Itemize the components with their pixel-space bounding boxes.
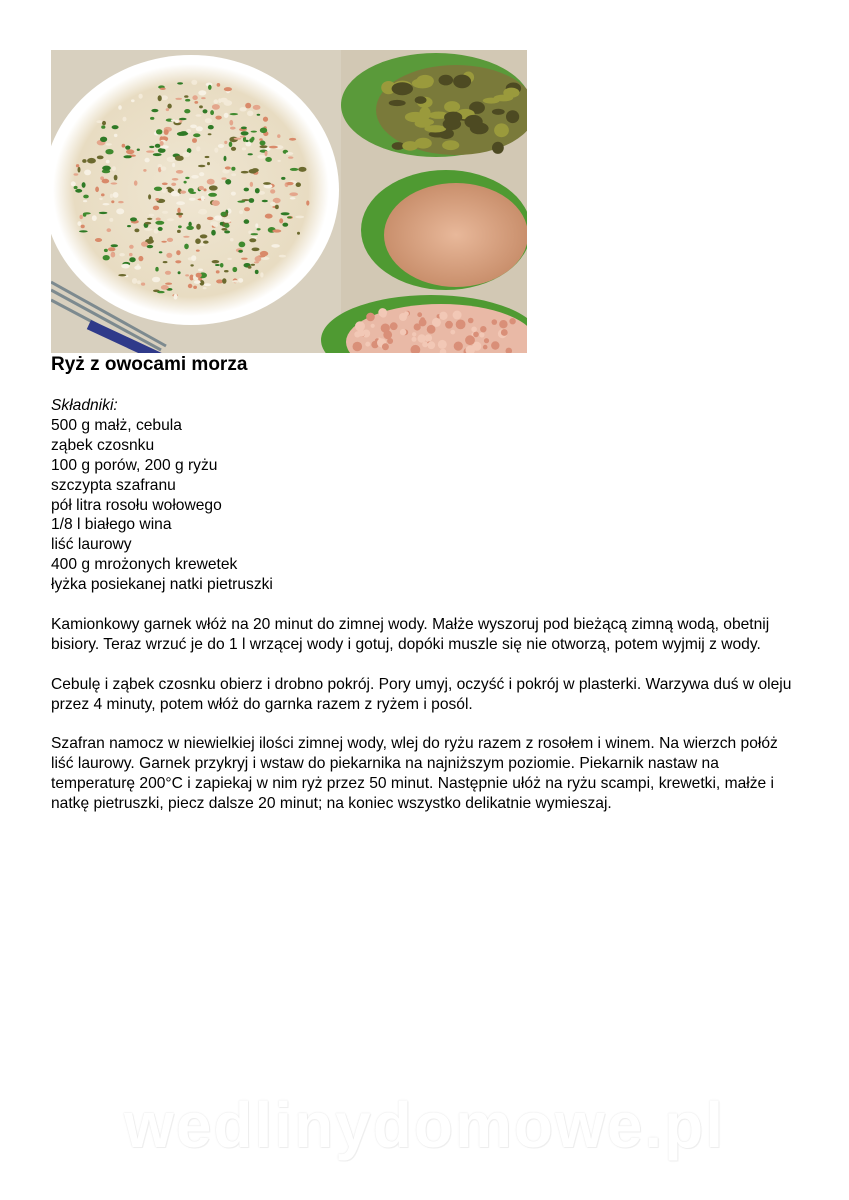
ingredient-item: liść laurowy [51,536,132,554]
ingredients-list [51,416,796,595]
ingredient-item: łyżka posiekanej natki pietruszki [51,576,273,594]
recipe-title: Ryż z owocami morza [51,354,248,375]
ingredient-item: 100 g porów, 200 g ryżu [51,456,218,474]
ingredient-item: 500 g małż, cebula [51,416,182,434]
ingredient-item: 400 g mrożonych krewetek [51,556,238,574]
instruction-paragraph: Szafran namocz w niewielkiej ilości zimnej wody, wlej do ryżu razem z rosołem i winem. Na wierzch połóż liść laurowy. Garnek przykryj i wstaw do piekarnika na najniższym poziomie. Piekarnik nastaw na temperaturę 200°C i zapiekaj w nim ryż przez 50 minut. Następnie ułóż na ryżu scampi, krewetki, małże i natkę pietruszki, piecz dalsze 20 minut; na koniec wszystko delikatnie wymieszaj. [51,735,778,813]
ingredient-item: szczypta szafranu [51,476,176,494]
ingredients-heading: Składniki: [51,397,118,414]
ingredient-item: 1/8 l białego wina [51,516,172,534]
ingredient-item: pół litra rosołu wołowego [51,496,222,514]
recipe-photo [51,50,527,353]
watermark: wedlinydomowe.pl [124,1089,725,1161]
recipe-body [51,396,796,814]
instruction-paragraph: Kamionkowy garnek włóż na 20 minut do zimnej wody. Małże wyszoruj pod bieżącą zimną wodą, obetnij bisiory. Teraz wrzuć je do 1 l wrzącej wody i gotuj, dopóki muszle się nie otworzą, potem wyjmij z wody. [51,615,770,653]
ingredient-item: ząbek czosnku [51,436,155,454]
instruction-paragraph: Cebulę i ząbek czosnku obierz i drobno pokrój. Pory umyj, oczyść i pokrój w plasterki. Warzywa duś w oleju przez 4 minuty, potem włóż do garnka razem z ryżem i posól. [51,675,792,713]
